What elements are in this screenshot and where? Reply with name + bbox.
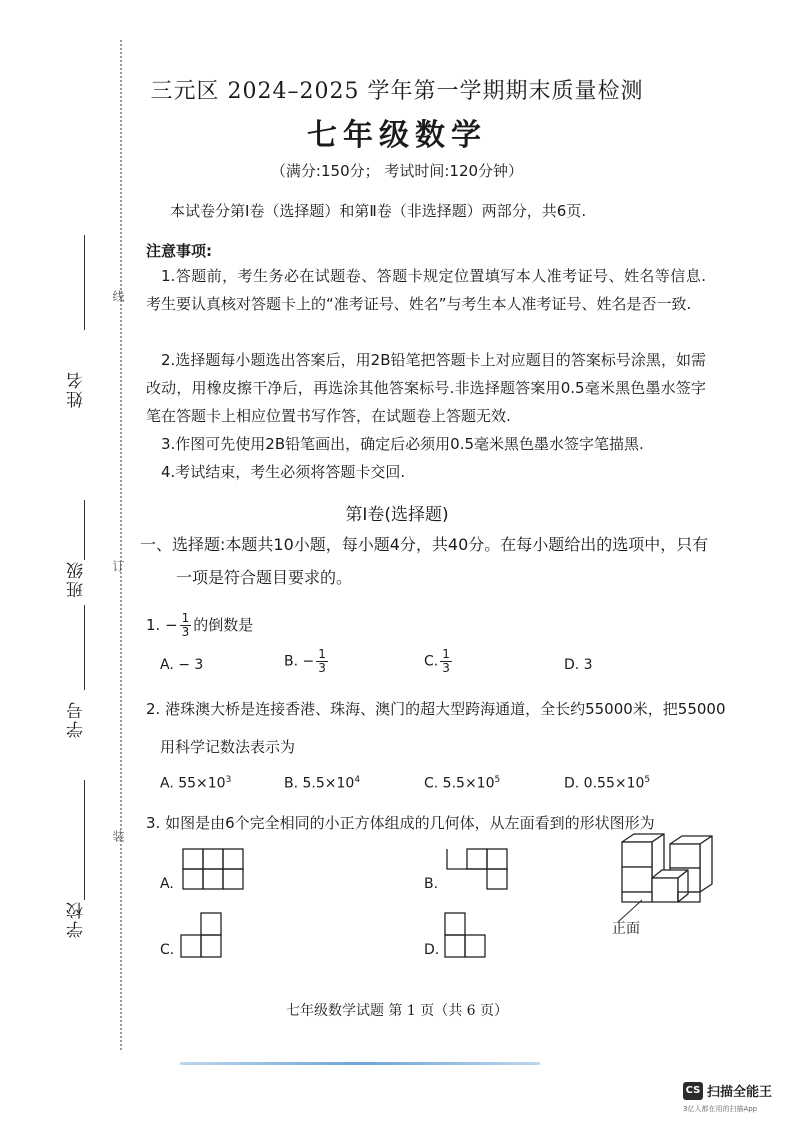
q1-b-num: 1 xyxy=(318,647,326,661)
school-underline xyxy=(84,780,85,900)
number-underline xyxy=(84,605,85,690)
q2-d-exp: 5 xyxy=(644,775,651,785)
section-instruction-2: 一项是符合题目要求的。 xyxy=(176,568,353,587)
q2-a-exp: 3 xyxy=(225,775,232,785)
q2-b-base: B. 5.5×10 xyxy=(284,775,355,792)
q1-c-prefix: C. xyxy=(424,653,439,670)
camscanner-name: 扫描全能王 xyxy=(707,1085,773,1100)
q3-option-d-label: D. xyxy=(424,942,440,958)
q1-option-a: A. − 3 xyxy=(160,657,204,673)
number-label: 学号 xyxy=(67,700,87,738)
q3-option-c-label: C. xyxy=(160,942,175,958)
name-label: 姓名 xyxy=(67,370,87,408)
q2-line-1: 2. 港珠澳大桥是连接香港、珠海、澳门的超大型跨海通道，全长约55000米，把55000 xyxy=(146,700,726,718)
exam-info: （满分:150分； 考试时间:120分钟） xyxy=(270,162,524,180)
q2-a-base: A. 55×10 xyxy=(160,775,226,792)
q2-option-c xyxy=(424,775,500,792)
q1-frac-den: 3 xyxy=(181,625,190,639)
camscanner-logo-icon: CS xyxy=(683,1082,703,1100)
q3-option-b-label: B. xyxy=(424,876,439,892)
school-label: 学校 xyxy=(67,900,87,938)
mark-zhuang: 装 xyxy=(111,830,125,842)
q1-b-prefix: B. − xyxy=(284,653,315,670)
q1-option-b xyxy=(284,648,330,675)
section-instruction-1: 一、选择题:本题共10小题，每小题4分，共40分。在每小题给出的选项中，只有 xyxy=(140,535,709,554)
q1-frac-num: 1 xyxy=(181,611,190,625)
class-label: 班级 xyxy=(67,560,87,598)
q1-prefix: 1. − xyxy=(146,616,178,634)
q2-option-a xyxy=(160,775,231,792)
notice-item-1: 1.答题前，考生务必在试题卷、答题卡规定位置填写本人准考证号、姓名等信息. 考生要认真核对答题卡上的“准考证号、姓名”与考生本人准考证号、姓名是否一致. xyxy=(146,267,706,313)
q1-b-fraction xyxy=(316,648,328,675)
camscanner-tagline: 3亿人都在用的扫描App xyxy=(683,1105,758,1113)
q1-c-num: 1 xyxy=(442,647,450,661)
name-underline xyxy=(84,235,85,330)
q3-text: 3. 如图是由6个完全相同的小正方体组成的几何体，从左面看到的形状图形为 xyxy=(146,814,655,832)
mark-ding: 订 xyxy=(111,560,125,572)
question-1 xyxy=(146,612,253,639)
q3-option-c-figure xyxy=(180,912,222,958)
intro-text: 本试卷分第Ⅰ卷（选择题）和第Ⅱ卷（非选择题）两部分，共6页. xyxy=(170,202,587,220)
q1-option-d: D. 3 xyxy=(564,657,593,673)
notice-item-2: 2.选择题每小题选出答案后，用2B铅笔把答题卡上对应题目的答案标号涂黑，如需改动，用橡皮擦干净后，再选涂其他答案标号.非选择题答案用0.5毫米黑色墨水签字笔在答题卡上相应位置书写作答，在试题卷上答题无效. xyxy=(146,351,706,425)
q2-line-2: 用科学记数法表示为 xyxy=(160,738,296,756)
q1-fraction xyxy=(180,612,192,639)
exam-title: 三元区 2024–2025 学年第一学期期末质量检测 xyxy=(150,79,644,104)
binding-dotted-line xyxy=(120,40,122,1050)
notice-heading: 注意事项: xyxy=(146,242,212,260)
mark-line: 线 xyxy=(111,290,125,302)
q3-option-b-figure xyxy=(446,848,508,890)
q3-option-a-label: A. xyxy=(160,876,174,892)
subject-title: 七年级数学 xyxy=(307,118,487,153)
q2-c-exp: 5 xyxy=(494,775,501,785)
q2-option-b xyxy=(284,775,360,792)
notice-item-4: 4.考试结束，考生必须将答题卡交回. xyxy=(161,463,406,481)
q3-option-a-figure xyxy=(182,848,244,890)
q1-b-den: 3 xyxy=(318,661,326,675)
q2-option-d xyxy=(564,775,650,792)
scan-artifact-line xyxy=(180,1062,540,1065)
q3-option-d-figure xyxy=(444,912,486,958)
q2-b-exp: 4 xyxy=(354,775,361,785)
section-heading: 第Ⅰ卷(选择题) xyxy=(345,505,449,525)
q3-solid-figure xyxy=(612,832,732,922)
notice-item-3: 3.作图可先使用2B铅笔画出，确定后必须用0.5毫米黑色墨水签字笔描黑. xyxy=(161,435,644,453)
q2-c-base: C. 5.5×10 xyxy=(424,775,495,792)
q1-option-c xyxy=(424,648,454,675)
q1-suffix: 的倒数是 xyxy=(193,616,254,634)
q1-c-fraction xyxy=(440,648,452,675)
page-footer: 七年级数学试题 第 1 页（共 6 页） xyxy=(285,1003,509,1019)
q2-d-base: D. 0.55×10 xyxy=(564,775,645,792)
front-label: 正面 xyxy=(612,921,640,937)
q1-c-den: 3 xyxy=(442,661,450,675)
